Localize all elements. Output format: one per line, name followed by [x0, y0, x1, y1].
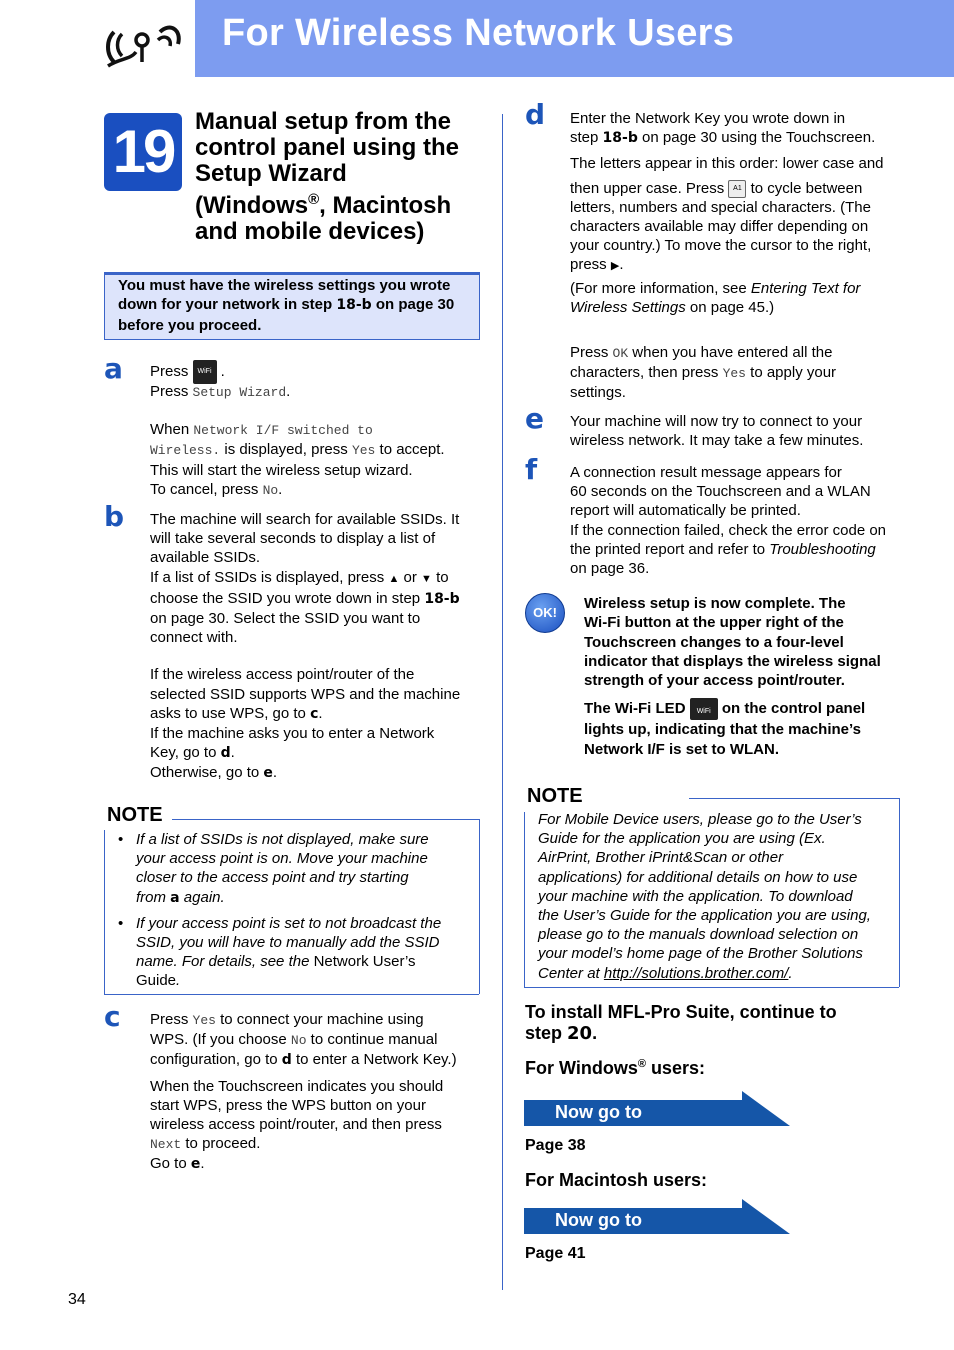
text: To install MFL-Pro Suite, continue to	[525, 1002, 837, 1022]
text: Wireless setup is now complete. The	[584, 595, 846, 612]
substep-letter-b: b	[104, 500, 125, 533]
text: If the machine asks you to enter a Network	[150, 725, 435, 743]
lcd-text: No	[290, 1033, 307, 1049]
warning-text-part: on page 30 before you proceed.	[118, 296, 455, 334]
text: strength of your access point/router.	[584, 672, 845, 690]
ok-badge-text: OK!	[533, 605, 557, 620]
substep-letter-a: a	[104, 352, 123, 385]
note-right-content	[538, 810, 898, 983]
lcd-text: Wireless.	[150, 443, 221, 459]
step-ref: c	[310, 705, 319, 722]
text: from	[136, 888, 171, 906]
lcd-text: Setup Wizard	[192, 385, 287, 400]
note-bottom-rule	[104, 994, 479, 995]
button-label: Now go to	[555, 1102, 642, 1122]
text: characters, then press	[570, 364, 723, 382]
step-ref: d	[281, 1052, 292, 1069]
now-go-to-button-windows[interactable]	[524, 1091, 790, 1131]
note-bottom-rule	[524, 987, 899, 988]
text: Press	[150, 383, 193, 400]
text: is displayed, press	[220, 441, 352, 459]
text: name. For details, see the	[136, 953, 314, 971]
wireless-logo	[100, 10, 188, 70]
now-go-to-button-mac[interactable]	[524, 1199, 790, 1239]
step-ref: 20	[567, 1023, 593, 1044]
text: .	[592, 1023, 598, 1043]
title-text: (Windows	[195, 192, 309, 219]
text: wireless network. It may take a few minutes.	[570, 432, 864, 450]
text: characters available may differ depending on	[570, 218, 869, 236]
note-label: NOTE	[107, 804, 163, 826]
text: 60 seconds on the Touchscreen and a WLAN	[570, 483, 871, 501]
text: step	[525, 1023, 568, 1043]
text: please go to the manuals download selection on	[538, 926, 859, 944]
text: AirPrint, Brother iPrint&Scan or other	[538, 849, 784, 867]
step-ref: a	[170, 889, 180, 906]
text: Go to	[150, 1155, 191, 1173]
solutions-link[interactable]: http://solutions.brother.com/	[603, 964, 789, 982]
text: users:	[645, 1058, 705, 1078]
text: If your access point is set to not broadcast the	[136, 914, 442, 932]
lcd-text: OK	[612, 346, 629, 362]
text: indicator that displays the wireless signal	[584, 652, 881, 670]
text: If a list of SSIDs is not displayed, make sure	[136, 831, 429, 848]
ok-badge-icon	[525, 593, 565, 633]
text: the printed report and refer to	[570, 540, 770, 558]
text: closer to the access point and try starting	[136, 869, 409, 887]
text: will take several seconds to display a list of	[150, 530, 436, 548]
text: choose the SSID you wrote down in step	[150, 589, 425, 607]
text: .	[176, 972, 181, 990]
warning-text	[118, 276, 468, 335]
lcd-text: Yes	[722, 366, 746, 382]
page-number: 34	[68, 1291, 86, 1308]
lcd-text: Yes	[192, 1013, 216, 1028]
substep-f-text	[570, 463, 930, 578]
chevron-up-icon: ▲	[388, 572, 400, 585]
step-title-line: Manual setup from the	[195, 108, 452, 135]
text: again.	[179, 888, 225, 906]
lcd-text: Next	[150, 1137, 182, 1153]
substep-letter-c: c	[104, 1000, 121, 1033]
text: connect with.	[150, 629, 238, 647]
text: Touchscreen changes to a four-level	[584, 633, 844, 651]
step-ref: d	[220, 745, 231, 762]
step-title	[195, 109, 495, 245]
ok-block-text	[584, 594, 904, 759]
note-label: NOTE	[527, 785, 583, 807]
substep-letter-f: f	[525, 453, 538, 486]
text: The machine will search for available SSIDs. It	[150, 511, 460, 528]
lcd-text: No	[262, 482, 279, 498]
substep-d-text: Enter the Network Key you wrote down in step 18-b on page 30 using the Touchscreen. The letters appear in this order: lower case and then upper case. Press A1 to cycle between letters, numbers and special characters. (The characters available may differ depending on your country.) To move the cursor to the right, press ▶. (For more information, see Entering Text for Wireless Settings on page 45.) Press OK when you have entered all the characters, then press Yes to apply your settings.	[570, 109, 930, 403]
text: or	[399, 568, 422, 586]
note-left-rule	[524, 812, 525, 987]
step-title-line: control panel using the	[195, 134, 460, 161]
mac-users-heading: For Macintosh users:	[525, 1170, 708, 1190]
text: start WPS, press the WPS button on your	[150, 1096, 426, 1114]
text: Wireless Settings	[570, 298, 686, 316]
text: When the Touchscreen indicates you should	[150, 1077, 444, 1095]
chevron-down-icon: ▼	[421, 572, 432, 585]
text: Troubleshooting	[769, 540, 876, 558]
step-ref: e	[190, 1156, 201, 1173]
text: SSID, you will have to manually add the SSID	[136, 934, 440, 952]
text: For Mobile Device users, please go to the User’s	[538, 811, 862, 828]
step-title-line: and mobile devices)	[195, 218, 425, 245]
step-number-badge: 19	[104, 113, 182, 191]
substep-a-text: Press WiFi . Press Setup Wizard. When Network I/F switched to Wireless. is displayed, press Yes to accept. This will start the wireless setup wizard. To cancel, press No.	[150, 360, 490, 500]
text: to connect your machine using	[215, 1011, 424, 1028]
text: settings.	[570, 384, 626, 402]
registered-mark: ®	[308, 191, 320, 208]
manual-title: Network User’s	[313, 953, 416, 971]
text: To cancel, press	[150, 480, 263, 498]
text: This will start the wireless setup wizard.	[150, 461, 413, 479]
text: selected SSID supports WPS and the machine	[150, 685, 461, 703]
note-bullet	[118, 830, 478, 908]
substep-c-text: Press Yes to connect your machine using WPS. (If you choose No to continue manual configuration, go to d to enter a Network Key.) When the Touchscreen indicates you should start WPS, press the WPS button on your wireless access point/router, and then press Next to proceed. Go to e.	[150, 1010, 495, 1175]
text: For Windows	[525, 1058, 638, 1078]
note-left-content	[118, 830, 478, 991]
install-heading	[525, 1002, 905, 1044]
windows-page-ref: Page 38	[525, 1137, 586, 1154]
note-bullet	[118, 914, 478, 991]
step-ref: e	[263, 765, 273, 782]
text: Entering Text for	[750, 279, 861, 297]
lcd-text: Yes	[351, 443, 376, 459]
text: Press	[150, 362, 189, 380]
text: the User’s Guide for the application you are using,	[538, 907, 871, 925]
text: to proceed.	[181, 1135, 261, 1153]
text: Otherwise, go to	[150, 764, 264, 782]
text: to continue manual	[306, 1031, 438, 1049]
text: asks to use WPS, go to	[150, 704, 311, 722]
registered-mark: ®	[637, 1058, 646, 1070]
text: lights up, indicating that the machine’s	[584, 721, 861, 739]
text: to accept.	[375, 441, 445, 459]
text: your access point is on. Move your machine	[136, 850, 428, 868]
text: If the wireless access point/router of the	[150, 666, 415, 684]
note-top-rule	[172, 819, 479, 820]
text: A connection result message appears for	[570, 464, 842, 481]
step-ref: 18-b	[424, 590, 460, 607]
manual-title: Guide	[136, 972, 177, 990]
text: to cycle between	[746, 179, 863, 197]
text: press	[570, 256, 611, 274]
text: report will automatically be printed.	[570, 502, 801, 520]
text: to enter a Network Key.)	[291, 1051, 457, 1069]
step-ref: 18-b	[602, 130, 638, 147]
text: .	[788, 964, 793, 982]
text: Press	[570, 344, 613, 362]
text: your machine with the application. To download	[538, 887, 853, 905]
wifi-button-icon: WiFi	[193, 360, 217, 384]
text: your country.) To move the cursor to the right,	[570, 237, 872, 255]
text: applications) for additional details on how to use	[538, 868, 858, 886]
text: to apply your	[745, 364, 837, 382]
bullet-dot: •	[118, 831, 124, 848]
arrow-right-icon: ▶	[610, 260, 620, 273]
text: to	[431, 568, 449, 586]
note-left-rule	[104, 830, 105, 994]
text: The Wi-Fi LED	[584, 700, 686, 718]
text: on page 45.)	[685, 298, 775, 316]
text: step	[570, 129, 603, 147]
wireless-hand-icon	[100, 10, 188, 70]
text: Center at	[538, 964, 604, 982]
note-right-rule	[899, 798, 900, 987]
text: Network I/F is set to WLAN.	[584, 740, 780, 758]
text: (For more information, see	[570, 279, 751, 297]
text: Guide for the application you are using (Ex.	[538, 830, 826, 848]
text: The letters appear in this order: lower case and	[570, 155, 884, 173]
text: If a list of SSIDs is displayed, press	[150, 568, 389, 586]
step-title-line: Setup Wizard	[195, 160, 347, 187]
text: on page 30. Select the SSID you want to	[150, 610, 421, 628]
substep-e-text	[570, 412, 930, 450]
bullet-dot: •	[118, 914, 124, 932]
button-label: Now go to	[555, 1210, 642, 1230]
character-toggle-key-icon: A1	[728, 180, 746, 198]
text: When	[150, 421, 194, 439]
text: when you have entered all the	[628, 344, 833, 362]
text: letters, numbers and special characters. (The	[570, 198, 871, 216]
text: configuration, go to	[150, 1051, 282, 1069]
text: Enter the Network Key you wrote down in	[570, 110, 846, 127]
wifi-led-icon: WiFi	[690, 698, 718, 720]
title-text: , Macintosh	[319, 192, 452, 219]
warning-text-part: You must have the wireless settings you wrote down for your network in step	[118, 277, 451, 314]
text: Wi-Fi button at the upper right of the	[584, 614, 844, 632]
lcd-text: Network I/F switched to	[193, 423, 373, 439]
mac-page-ref: Page 41	[525, 1245, 586, 1262]
page-title: For Wireless Network Users	[222, 12, 735, 54]
text: on page 36.	[570, 560, 650, 578]
text: Your machine will now try to connect to your	[570, 413, 863, 430]
step-title-line	[195, 187, 495, 219]
text: wireless access point/router, and then press	[150, 1116, 442, 1134]
column-divider	[502, 114, 503, 1290]
text: on page 30 using the Touchscreen.	[637, 129, 876, 147]
substep-letter-e: e	[525, 402, 544, 435]
text: on the control panel	[721, 700, 866, 718]
text: then upper case. Press	[570, 179, 729, 197]
text: WPS. (If you choose	[150, 1031, 291, 1049]
text: Key, go to	[150, 744, 221, 762]
note-right-rule	[479, 819, 480, 994]
text: Press	[150, 1011, 193, 1028]
windows-users-heading	[525, 1058, 705, 1079]
substep-b-text: The machine will search for available SSIDs. It will take several seconds to display a list of available SSIDs. If a list of SSIDs is displayed, press ▲ or ▼ to choose the SSID you wrote down in step 18-b on page 30. Select the SSID you want to connect with. If the wireless access point/router of the selected SSID supports WPS and the machine asks to use WPS, go to c. If the machine asks you to enter a Network Key, go to d. Otherwise, go to e.	[150, 510, 490, 784]
text: If the connection failed, check the error code on	[570, 521, 887, 539]
note-top-rule	[689, 798, 899, 799]
text: available SSIDs.	[150, 549, 261, 567]
step-ref: 18-b	[336, 297, 372, 314]
text: your model’s home page of the Brother Solutions	[538, 945, 863, 963]
substep-letter-d: d	[525, 98, 546, 131]
